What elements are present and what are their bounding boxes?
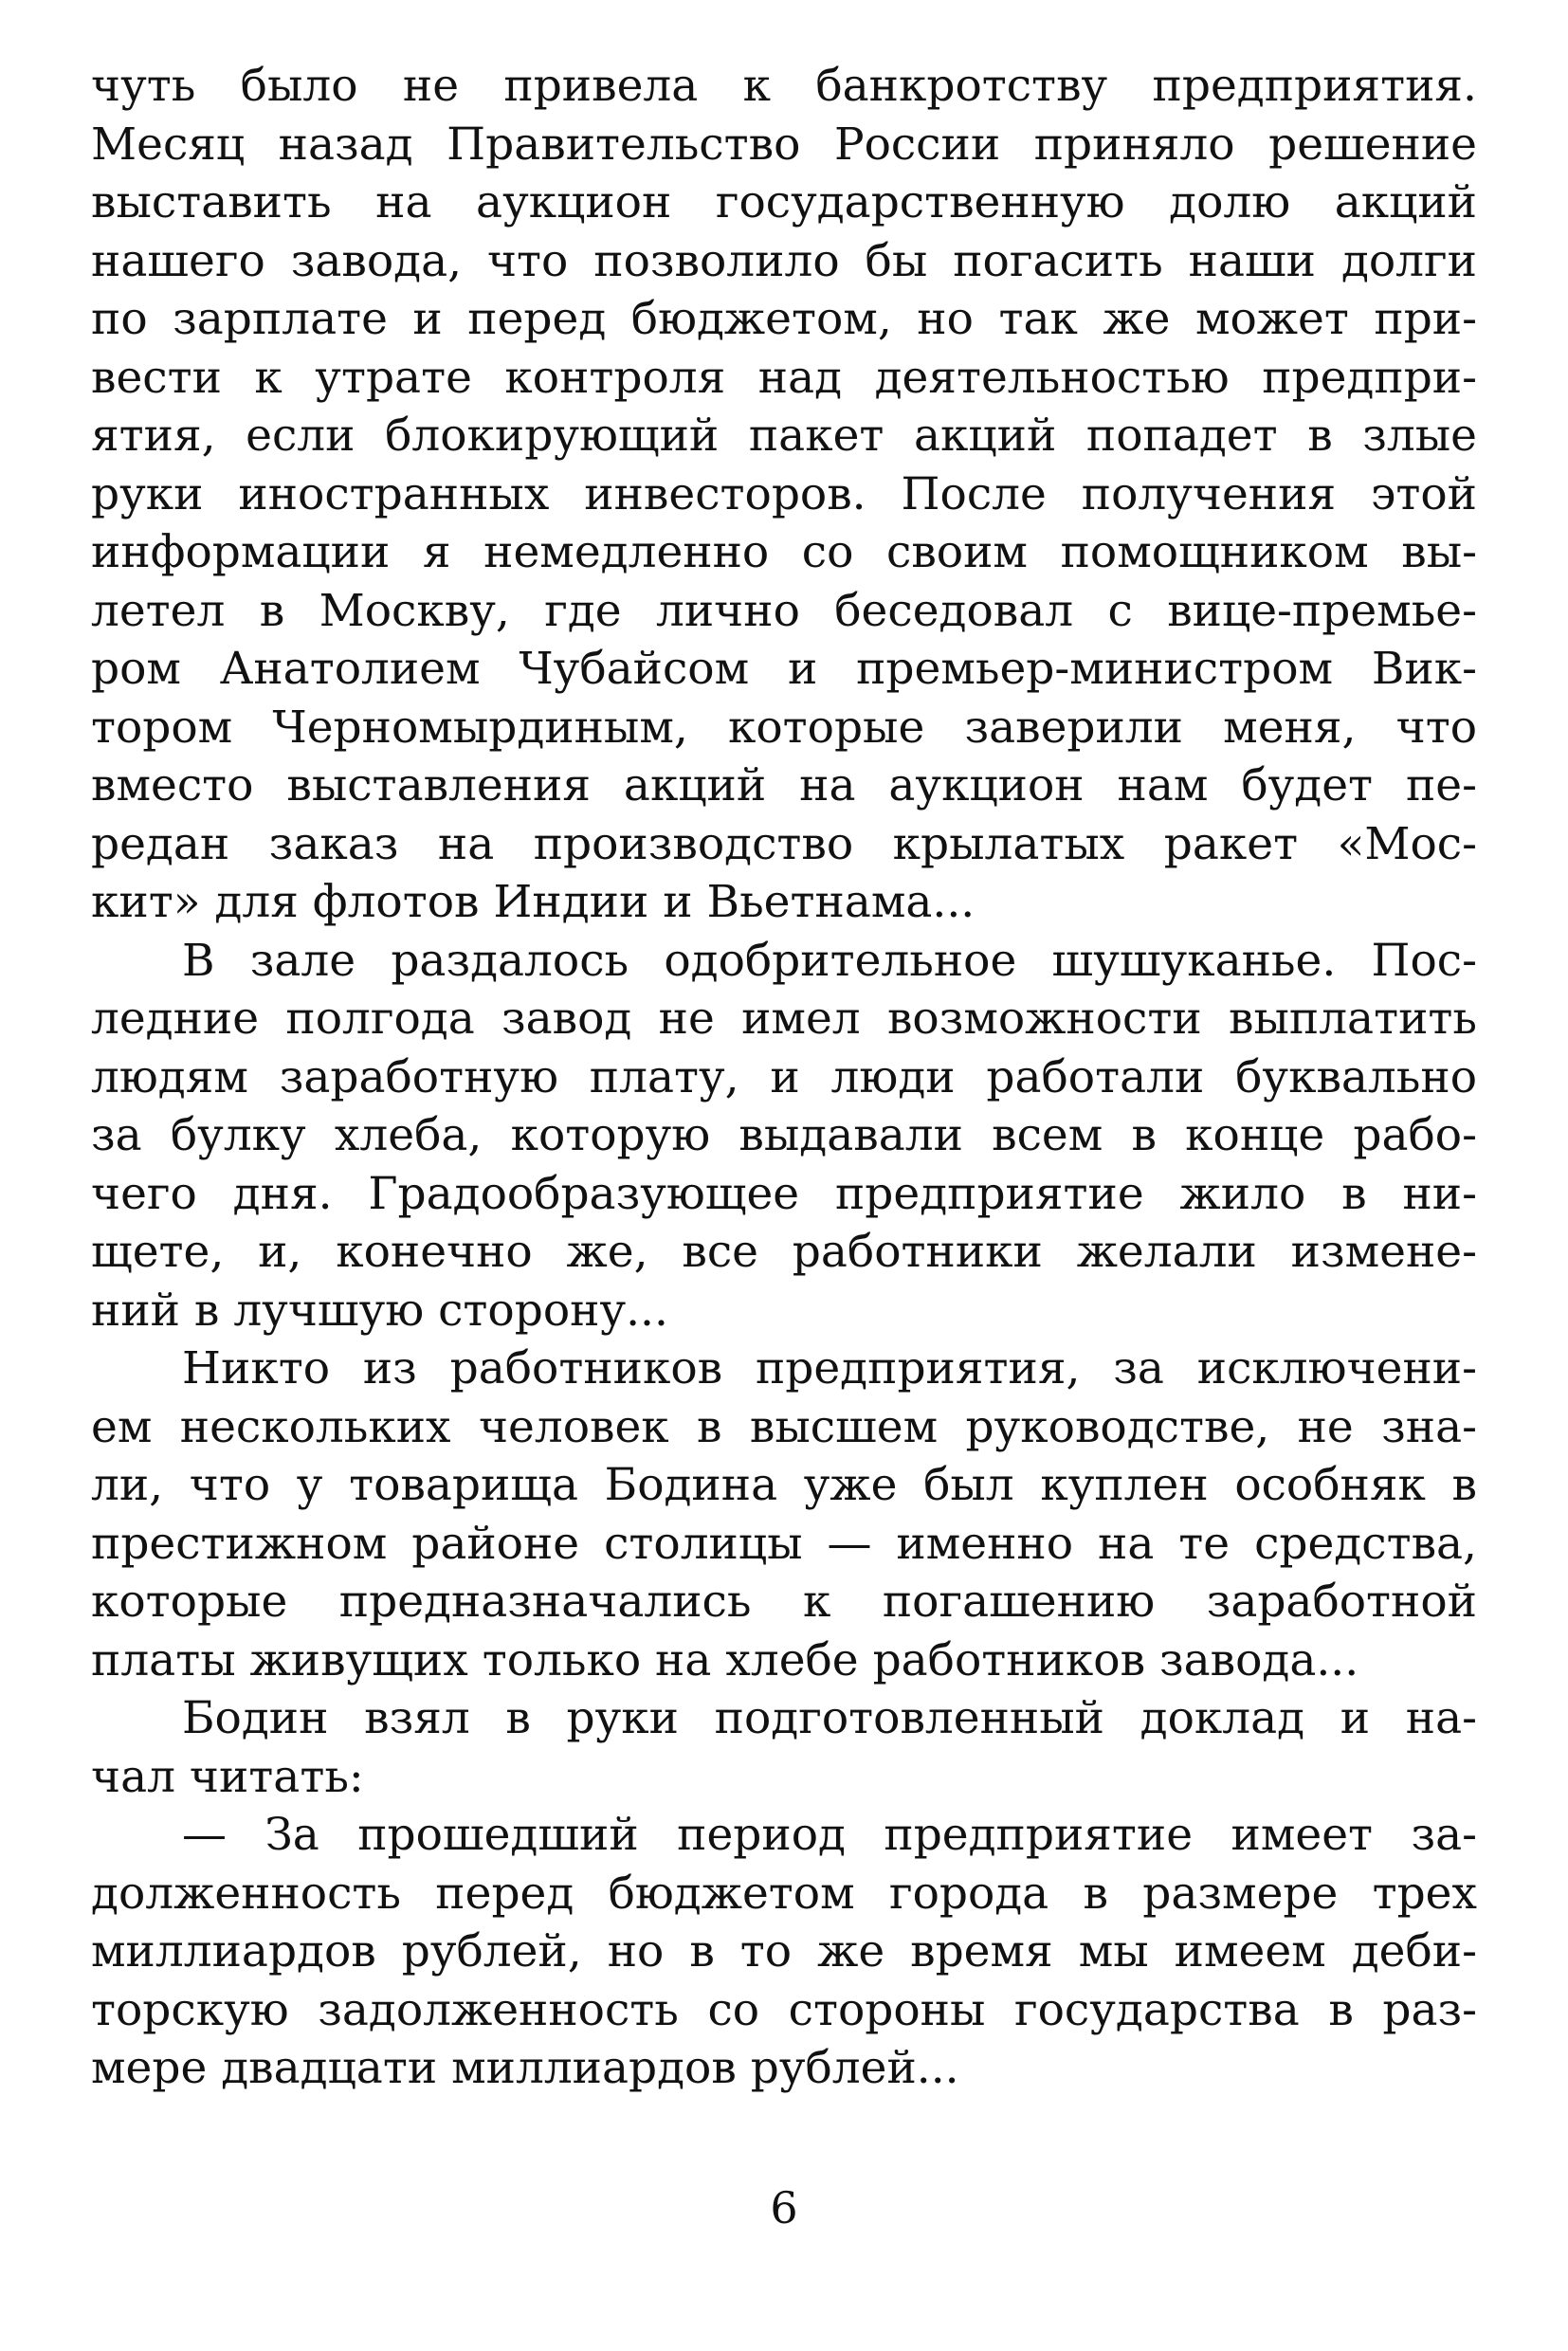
text-line: Месяц назад Правительство России приняло решение — [91, 118, 1477, 171]
text-line: торскую задолженность со стороны государства в раз- — [91, 1983, 1477, 2036]
text-line: руки иностранных инвесторов. После получения этой — [91, 467, 1477, 520]
text-line: которые предназначались к погашению заработной — [91, 1576, 1477, 1628]
text-line: выставить на аукцион государственную долю акций — [91, 176, 1477, 228]
text-line: ний в лучшую сторону... — [91, 1284, 668, 1337]
paragraph-5 — [91, 1806, 1477, 2098]
text-line: — За прошедший период предприятие имеет за- — [182, 1809, 1477, 1861]
text-line: ледние полгода завод не имел возможности выплатить — [91, 993, 1477, 1045]
text-line: кит» для флотов Индии и Вьетнама... — [91, 876, 975, 928]
text-line: долженность перед бюджетом города в размере трех — [91, 1867, 1477, 1920]
text-line: чал читать: — [91, 1750, 364, 1803]
text-line: редан заказ на производство крылатых ракет «Мос- — [91, 817, 1477, 870]
text-line: престижном районе столицы — именно на те средства, — [91, 1517, 1477, 1570]
text-line: В зале раздалось одобрительное шушуканье. Пос- — [182, 934, 1477, 987]
page-number: 6 — [770, 2182, 798, 2233]
paragraph-4 — [91, 1689, 1477, 1806]
text-line: ятия, если блокирующий пакет акций попадет в злые — [91, 410, 1477, 462]
text-line: людям заработную плату, и люди работали буквально — [91, 1050, 1477, 1103]
text-line: щете, и, конечно же, все работники желали измене- — [91, 1226, 1477, 1278]
paragraph-1 — [91, 57, 1477, 932]
text-line: Бодин взял в руки подготовленный доклад и на- — [182, 1692, 1477, 1744]
text-line: Никто из работников предприятия, за исключени- — [182, 1342, 1477, 1394]
paragraph-2 — [91, 932, 1477, 1340]
text-line: чуть было не привела к банкротству предприятия. — [91, 60, 1477, 112]
text-line: миллиардов рублей, но в то же время мы имеем деби- — [91, 1925, 1477, 1977]
book-page-text — [91, 57, 1477, 2098]
paragraph-3 — [91, 1340, 1477, 1689]
text-line: ем нескольких человек в высшем руководстве, не зна- — [91, 1400, 1477, 1453]
text-line: вести к утрате контроля над деятельностью предпри- — [91, 351, 1477, 404]
text-line: тором Черномырдиным, которые заверили меня, что — [91, 701, 1477, 754]
text-line: за булку хлеба, которую выдавали всем в конце рабо- — [91, 1109, 1477, 1161]
text-line: вместо выставления акций на аукцион нам будет пе- — [91, 759, 1477, 811]
text-line: мере двадцати миллиардов рублей... — [91, 2042, 959, 2094]
text-line: чего дня. Градообразующее предприятие жило в ни- — [91, 1167, 1477, 1220]
text-line: летел в Москву, где лично беседовал с вице-премье- — [91, 584, 1477, 637]
text-line: ли, что у товарища Бодина уже был куплен особняк в — [91, 1459, 1477, 1511]
text-line: нашего завода, что позволило бы погасить наши долги — [91, 234, 1477, 287]
text-line: информации я немедленно со своим помощником вы- — [91, 526, 1477, 578]
text-line: ром Анатолием Чубайсом и премьер-министром Вик- — [91, 643, 1477, 695]
text-line: платы живущих только на хлебе работников завода... — [91, 1633, 1359, 1686]
text-line: по зарплате и перед бюджетом, но так же может при- — [91, 293, 1477, 345]
